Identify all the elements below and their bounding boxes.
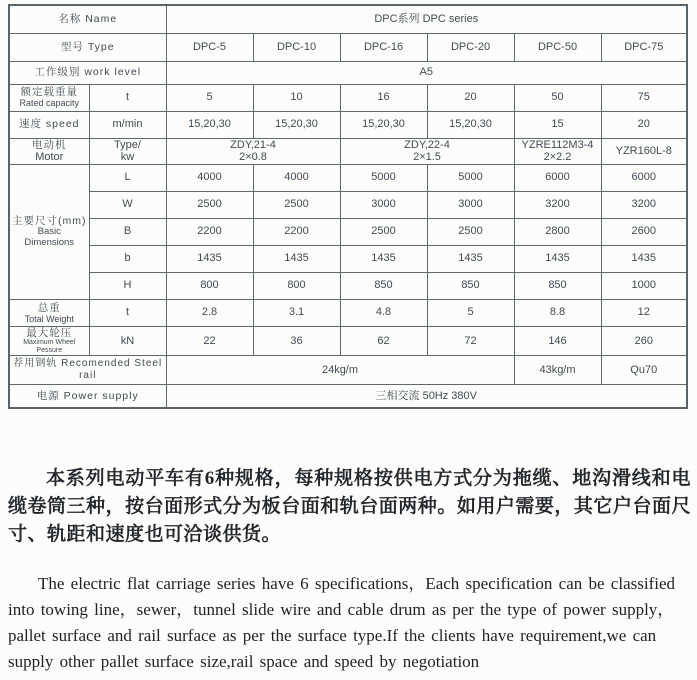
steel-rail-dpc75-value: Qu70	[601, 355, 687, 384]
model-dpc-75: DPC-75	[601, 33, 687, 61]
steel-rail-dpc50-value: 43kg/m	[514, 355, 601, 384]
value-cell: 22	[166, 326, 253, 355]
rated-capacity-label-zh: 额定载重量	[20, 86, 78, 99]
value-cell: 12	[601, 299, 687, 326]
value-cell: 3200	[514, 191, 601, 218]
value-cell: 10	[253, 84, 340, 111]
value-cell: 2.8	[166, 299, 253, 326]
value-cell: 3.1	[253, 299, 340, 326]
value-cell: 3000	[340, 191, 427, 218]
model-dpc-50: DPC-50	[514, 33, 601, 61]
speed-label: 速度 speed	[9, 111, 89, 138]
row-name	[9, 5, 687, 33]
row-dimension-b	[9, 245, 687, 272]
value-cell: 800	[166, 272, 253, 299]
value-cell: 2500	[253, 191, 340, 218]
row-dimension-B	[9, 218, 687, 245]
total-weight-unit: t	[89, 299, 166, 326]
row-dimension-L	[9, 164, 687, 191]
motor-label-zh: 电动机	[32, 138, 67, 151]
row-dimension-W	[9, 191, 687, 218]
description-paragraph-zh: 本系列电动平车有6种规格，每种规格按供电方式分为拖缆、地沟滑线和电缆卷筒三种，按台面形式分为板台面和轨台面两种。如用户需要，其它户台面尺寸、轨距和速度也可洽谈供货。	[8, 468, 691, 546]
power-supply-label: 电源 Power supply	[9, 384, 166, 408]
steel-rail-label: 荐用钢轨 Recomended Steel rail	[9, 355, 166, 384]
value-cell: 15,20,30	[253, 111, 340, 138]
motor-model: ZDY,21-4	[230, 138, 276, 151]
value-cell: 8.8	[514, 299, 601, 326]
model-dpc-16: DPC-16	[340, 33, 427, 61]
motor-power: 2×0.8	[239, 151, 267, 164]
motor-cell-yzre112	[514, 138, 601, 164]
catalog-page	[0, 4, 697, 680]
wheel-pressure-label-en: Maximum Wheel Pessure	[23, 338, 76, 354]
power-supply-value: 三相交流 50Hz 380V	[166, 384, 687, 408]
value-cell: 15,20,30	[166, 111, 253, 138]
dim-param: W	[89, 191, 166, 218]
value-cell: 850	[340, 272, 427, 299]
motor-model: YZRE112M3-4	[521, 138, 594, 151]
value-cell: 2200	[166, 218, 253, 245]
motor-cell-zdy21	[166, 138, 340, 164]
work-level-label: 工作级别 work level	[9, 61, 166, 84]
value-cell: 20	[427, 84, 514, 111]
model-dpc-10: DPC-10	[253, 33, 340, 61]
name-label: 名称 Name	[9, 5, 166, 33]
motor-model: ZDY,22-4	[404, 138, 450, 151]
value-cell: 800	[253, 272, 340, 299]
value-cell: 4.8	[340, 299, 427, 326]
value-cell: 5	[166, 84, 253, 111]
wheel-pressure-label	[9, 326, 89, 355]
dim-param: H	[89, 272, 166, 299]
model-dpc-5: DPC-5	[166, 33, 253, 61]
value-cell: 2500	[166, 191, 253, 218]
value-cell: 6000	[601, 164, 687, 191]
value-cell: 3200	[601, 191, 687, 218]
value-cell: 2500	[340, 218, 427, 245]
value-cell: 36	[253, 326, 340, 355]
work-level-value: A5	[166, 61, 687, 84]
row-steel-rail	[9, 355, 687, 384]
motor-unit	[89, 138, 166, 164]
type-label: 型号 Type	[9, 33, 166, 61]
value-cell: 2200	[253, 218, 340, 245]
value-cell: 1435	[340, 245, 427, 272]
motor-label	[9, 138, 89, 164]
value-cell: 75	[601, 84, 687, 111]
spec-table	[8, 4, 688, 409]
value-cell: 5000	[427, 164, 514, 191]
motor-unit-line2: kw	[120, 151, 135, 164]
total-weight-label-zh: 总重	[37, 301, 61, 314]
value-cell: 2800	[514, 218, 601, 245]
steel-rail-group-value: 24kg/m	[166, 355, 514, 384]
value-cell: 2500	[427, 218, 514, 245]
total-weight-label-en: Total Weight	[24, 313, 74, 324]
value-cell: 50	[514, 84, 601, 111]
dim-param: L	[89, 164, 166, 191]
value-cell: 62	[340, 326, 427, 355]
description-paragraph-en: The electric flat carriage series have 6 specifications，Each specification can be classified into towing line，sewer，tunnel slide wire and cable drum as per the type of power supply，pallet surface and rail surface as per the surface type.If the clients have requirement,we can supply other pallet surface size,rail space and speed by negotiation	[8, 574, 675, 672]
dimensions-label-zh: 主要尺寸(mm)	[12, 214, 87, 227]
speed-unit: m/min	[89, 111, 166, 138]
dim-param: b	[89, 245, 166, 272]
model-dpc-20: DPC-20	[427, 33, 514, 61]
row-motor	[9, 138, 687, 164]
motor-unit-line1: Type/	[114, 138, 141, 151]
value-cell: 5000	[340, 164, 427, 191]
dimensions-label-en1: Basic	[37, 225, 61, 237]
row-rated-capacity	[9, 84, 687, 111]
value-cell: 1435	[253, 245, 340, 272]
value-cell: 1435	[514, 245, 601, 272]
motor-power: 2×1.5	[413, 151, 441, 164]
rated-capacity-label	[9, 84, 89, 111]
value-cell: 72	[427, 326, 514, 355]
value-cell: 5	[427, 299, 514, 326]
value-cell: 15,20,30	[427, 111, 514, 138]
row-wheel-pressure	[9, 326, 687, 355]
wheel-pressure-label-zh: 最大轮压	[26, 326, 73, 339]
row-type	[9, 33, 687, 61]
value-cell: 16	[340, 84, 427, 111]
value-cell: 850	[514, 272, 601, 299]
row-total-weight	[9, 299, 687, 326]
value-cell: 20	[601, 111, 687, 138]
rated-capacity-label-en: Rated capacity	[19, 98, 80, 109]
motor-cell-yzr160: YZR160L-8	[601, 138, 687, 164]
row-speed	[9, 111, 687, 138]
value-cell: 2600	[601, 218, 687, 245]
motor-cell-zdy22	[340, 138, 514, 164]
value-cell: 260	[601, 326, 687, 355]
total-weight-label	[9, 299, 89, 326]
name-value: DPC系列 DPC series	[166, 5, 687, 33]
dim-param: B	[89, 218, 166, 245]
motor-label-en: Motor	[35, 150, 64, 163]
value-cell: 15,20,30	[340, 111, 427, 138]
row-dimension-H	[9, 272, 687, 299]
value-cell: 6000	[514, 164, 601, 191]
row-work-level	[9, 61, 687, 84]
rated-capacity-unit: t	[89, 84, 166, 111]
value-cell: 4000	[253, 164, 340, 191]
value-cell: 1000	[601, 272, 687, 299]
value-cell: 1435	[601, 245, 687, 272]
row-power-supply	[9, 384, 687, 408]
value-cell: 15	[514, 111, 601, 138]
value-cell: 1435	[166, 245, 253, 272]
dimensions-label	[9, 164, 89, 299]
value-cell: 3000	[427, 191, 514, 218]
dimensions-label-en2: Dimensions	[24, 236, 75, 248]
value-cell: 146	[514, 326, 601, 355]
wheel-pressure-unit: kN	[89, 326, 166, 355]
value-cell: 4000	[166, 164, 253, 191]
value-cell: 850	[427, 272, 514, 299]
value-cell: 1435	[427, 245, 514, 272]
motor-power: 2×2.2	[543, 151, 572, 164]
